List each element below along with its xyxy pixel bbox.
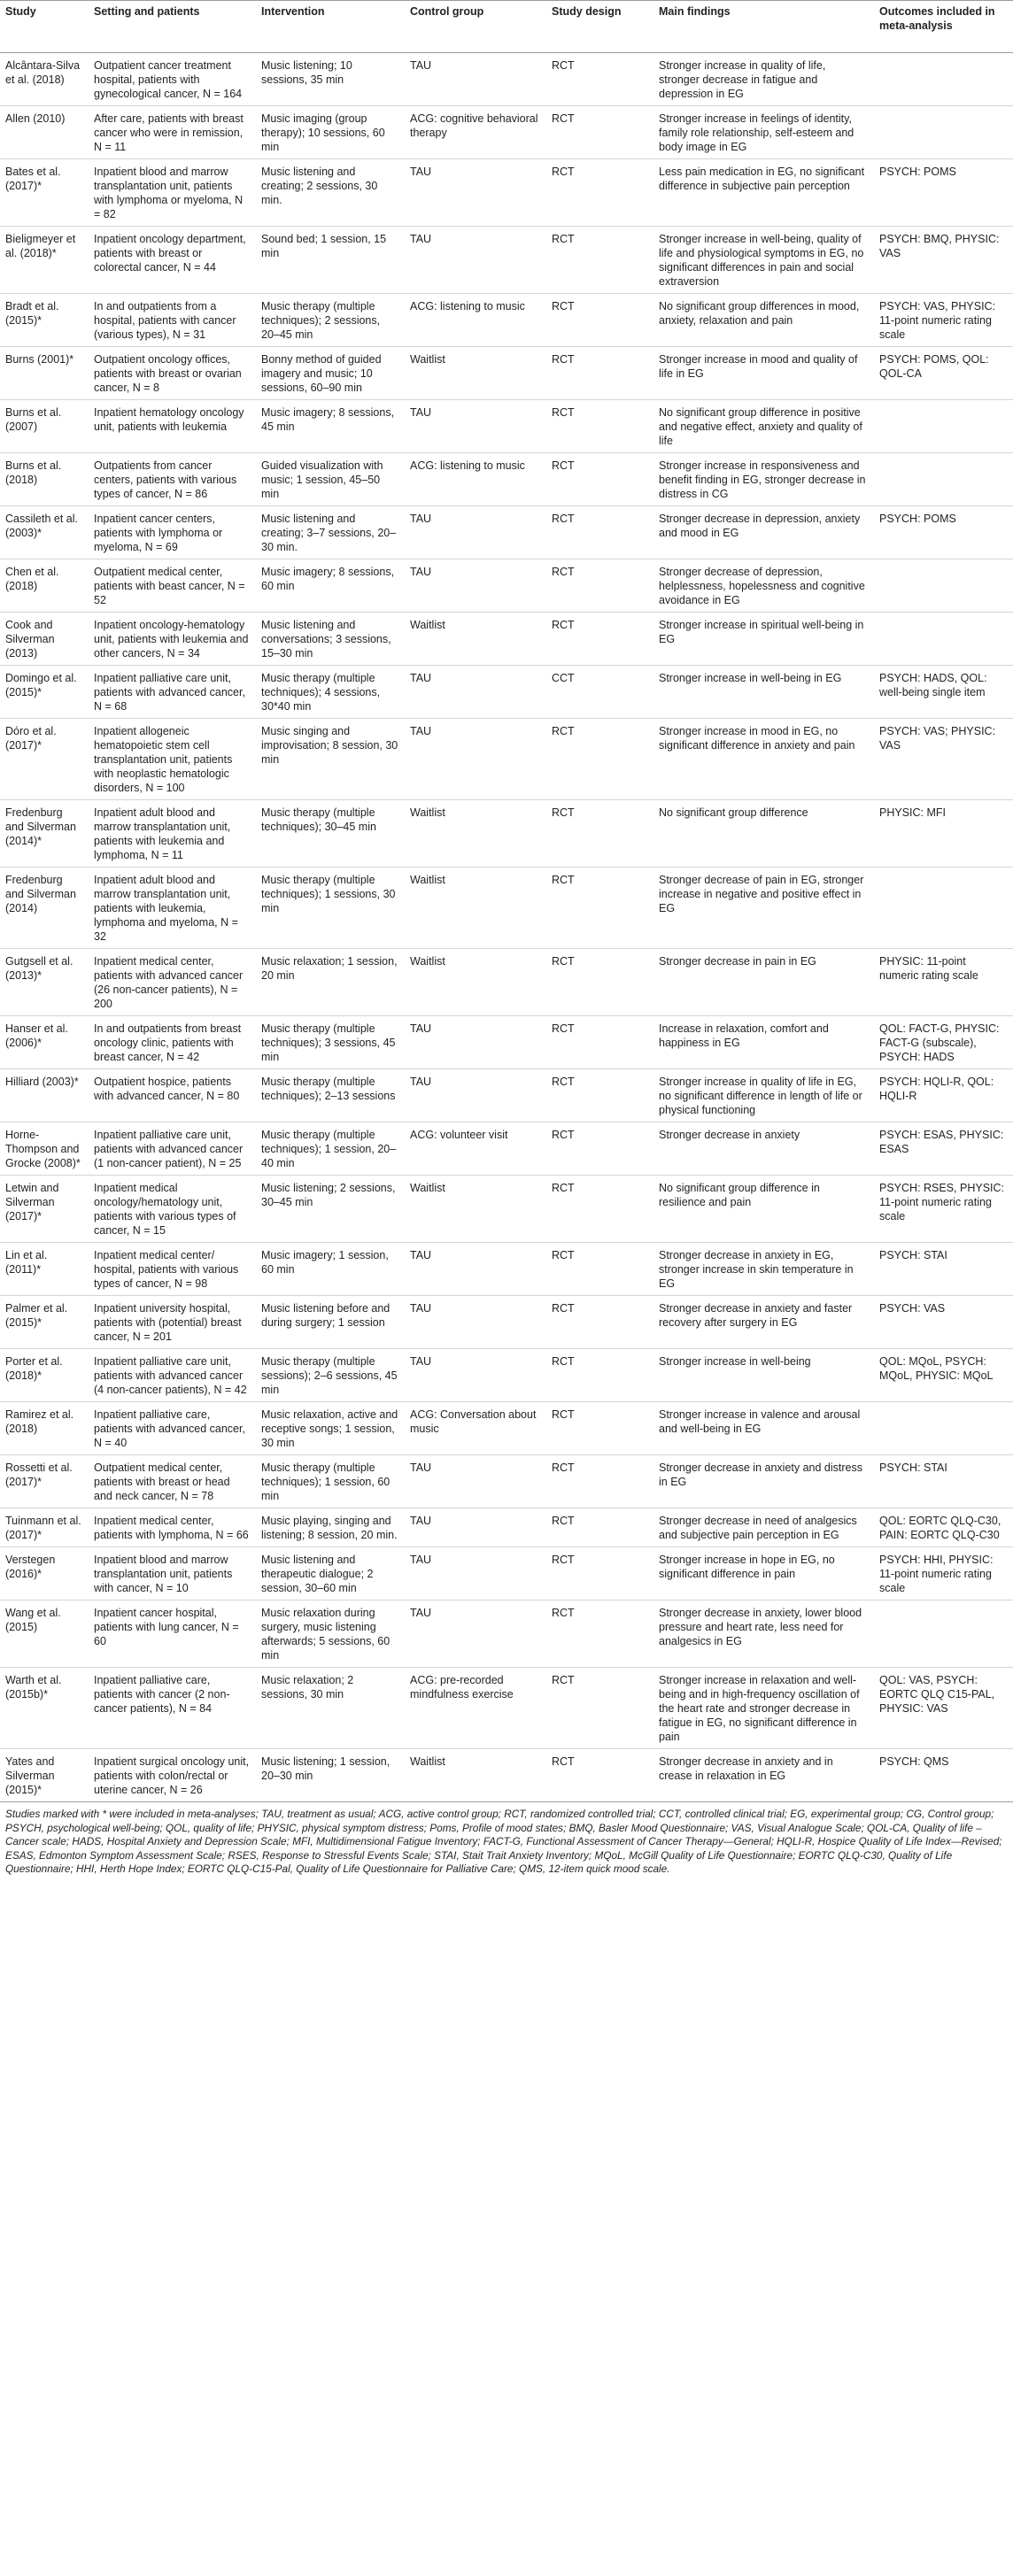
control-cell: TAU [405,400,546,453]
study-cell: Ramirez et al. (2018) [0,1402,89,1455]
setting-cell: Inpatient oncology department, patients with breast or colorectal cancer, N = 44 [89,227,256,294]
findings-cell: No significant group difference [653,800,874,868]
intervention-cell: Music listening and conversations; 3 sessions, 15–30 min [256,613,405,666]
control-cell: Waitlist [405,949,546,1016]
control-cell: TAU [405,719,546,800]
table-body [0,53,1013,1802]
control-cell: Waitlist [405,1176,546,1243]
col-header-setting: Setting and patients [89,1,256,53]
outcomes-cell: QOL: FACT-G, PHYSIC: FACT-G (subscale), PSYCH: HADS [874,1016,1013,1069]
intervention-cell: Music listening before and during surgery; 1 session [256,1296,405,1349]
setting-cell: Inpatient palliative care unit, patients with advanced cancer (4 non-cancer patients), N = 42 [89,1349,256,1402]
control-cell: TAU [405,1296,546,1349]
intervention-cell: Music therapy (multiple techniques); 1 sessions, 30 min [256,868,405,949]
intervention-cell: Music listening; 1 session, 20–30 min [256,1749,405,1802]
study-cell: Cook and Silverman (2013) [0,613,89,666]
table-row [0,227,1013,294]
findings-cell: Stronger increase in quality of life in EG, no significant difference in length of life or physical functioning [653,1069,874,1122]
control-cell: Waitlist [405,800,546,868]
control-cell: ACG: listening to music [405,453,546,506]
control-cell: TAU [405,1600,546,1668]
control-cell: TAU [405,1069,546,1122]
setting-cell: Inpatient cancer hospital, patients with lung cancer, N = 60 [89,1600,256,1668]
design-cell: CCT [546,666,653,719]
control-cell: TAU [405,1455,546,1508]
intervention-cell: Music imagery; 8 sessions, 45 min [256,400,405,453]
setting-cell: After care, patients with breast cancer who were in remission, N = 11 [89,106,256,159]
design-cell: RCT [546,294,653,347]
control-cell: TAU [405,666,546,719]
outcomes-cell [874,1402,1013,1455]
findings-cell: Stronger increase in spiritual well-being in EG [653,613,874,666]
setting-cell: Inpatient adult blood and marrow transplantation unit, patients with leukemia, lymphoma and myeloma, N = 32 [89,868,256,949]
findings-cell: Stronger increase in well-being, quality of life and physiological symptoms in EG, no significant differences in pain and social extraversion [653,227,874,294]
intervention-cell: Music therapy (multiple techniques); 3 sessions, 45 min [256,1016,405,1069]
design-cell: RCT [546,347,653,400]
control-cell: TAU [405,1547,546,1600]
findings-cell: Stronger increase in mood in EG, no significant difference in anxiety and pain [653,719,874,800]
design-cell: RCT [546,868,653,949]
study-cell: Tuinmann et al. (2017)* [0,1508,89,1547]
design-cell: RCT [546,1122,653,1176]
col-header-design: Study design [546,1,653,53]
setting-cell: Inpatient medical oncology/hematology unit, patients with various types of cancer, N = 15 [89,1176,256,1243]
design-cell: RCT [546,453,653,506]
setting-cell: Inpatient cancer centers, patients with lymphoma or myeloma, N = 69 [89,506,256,559]
study-cell: Warth et al. (2015b)* [0,1668,89,1749]
study-cell: Rossetti et al. (2017)* [0,1455,89,1508]
intervention-cell: Music listening and creating; 3–7 sessions, 20–30 min. [256,506,405,559]
design-cell: RCT [546,1069,653,1122]
setting-cell: Inpatient oncology-hematology unit, patients with leukemia and other cancers, N = 34 [89,613,256,666]
study-cell: Verstegen (2016)* [0,1547,89,1600]
intervention-cell: Music therapy (multiple techniques); 1 session, 60 min [256,1455,405,1508]
outcomes-cell [874,453,1013,506]
control-cell: ACG: Conversation about music [405,1402,546,1455]
control-cell: Waitlist [405,347,546,400]
table-row [0,159,1013,227]
col-header-outcomes: Outcomes included in meta-analysis [874,1,1013,53]
findings-cell: Stronger increase in well-being in EG [653,666,874,719]
intervention-cell: Guided visualization with music; 1 session, 45–50 min [256,453,405,506]
design-cell: RCT [546,1349,653,1402]
design-cell: RCT [546,1749,653,1802]
findings-cell: Stronger decrease in depression, anxiety and mood in EG [653,506,874,559]
table-row [0,1600,1013,1668]
setting-cell: Inpatient blood and marrow transplantation unit, patients with cancer, N = 10 [89,1547,256,1600]
study-cell: Burns et al. (2007) [0,400,89,453]
design-cell: RCT [546,53,653,106]
outcomes-cell [874,53,1013,106]
outcomes-cell: PSYCH: VAS, PHYSIC: 11-point numeric rating scale [874,294,1013,347]
setting-cell: Inpatient medical center, patients with advanced cancer (26 non-cancer patients), N = 200 [89,949,256,1016]
table-row [0,1296,1013,1349]
control-cell: TAU [405,53,546,106]
setting-cell: Inpatient blood and marrow transplantation unit, patients with lymphoma or myeloma, N = 82 [89,159,256,227]
setting-cell: Inpatient palliative care unit, patients with advanced cancer, N = 68 [89,666,256,719]
table-row [0,1668,1013,1749]
outcomes-cell: PSYCH: RSES, PHYSIC: 11-point numeric rating scale [874,1176,1013,1243]
findings-cell: Stronger increase in responsiveness and benefit finding in EG, stronger decrease in distress in CG [653,453,874,506]
findings-cell: Stronger increase in well-being [653,1349,874,1402]
table-row [0,1455,1013,1508]
intervention-cell: Music listening and therapeutic dialogue; 2 session, 30–60 min [256,1547,405,1600]
table-row [0,294,1013,347]
design-cell: RCT [546,227,653,294]
intervention-cell: Music imagery; 1 session, 60 min [256,1243,405,1296]
setting-cell: Inpatient hematology oncology unit, patients with leukemia [89,400,256,453]
setting-cell: Outpatient medical center, patients with beast cancer, N = 52 [89,559,256,613]
design-cell: RCT [546,800,653,868]
table-row [0,1176,1013,1243]
table-row [0,559,1013,613]
table-row [0,613,1013,666]
design-cell: RCT [546,559,653,613]
study-cell: Gutgsell et al. (2013)* [0,949,89,1016]
findings-cell: Stronger decrease in pain in EG [653,949,874,1016]
table-row [0,1016,1013,1069]
outcomes-cell: PSYCH: HQLI-R, QOL: HQLI-R [874,1069,1013,1122]
design-cell: RCT [546,1508,653,1547]
study-cell: Letwin and Silverman (2017)* [0,1176,89,1243]
setting-cell: Inpatient university hospital, patients with (potential) breast cancer, N = 201 [89,1296,256,1349]
findings-cell: Stronger decrease in need of analgesics and subjective pain perception in EG [653,1508,874,1547]
intervention-cell: Bonny method of guided imagery and music; 10 sessions, 60–90 min [256,347,405,400]
findings-cell: Stronger decrease in anxiety, lower blood pressure and heart rate, less need for analgesics in EG [653,1600,874,1668]
control-cell: Waitlist [405,868,546,949]
table-row [0,868,1013,949]
outcomes-cell [874,400,1013,453]
findings-cell: Stronger increase in feelings of identity, family role relationship, self-esteem and body image in EG [653,106,874,159]
col-header-findings: Main findings [653,1,874,53]
findings-cell: Stronger increase in hope in EG, no significant difference in pain [653,1547,874,1600]
setting-cell: In and outpatients from breast oncology clinic, patients with breast cancer, N = 42 [89,1016,256,1069]
table-row [0,400,1013,453]
outcomes-cell [874,1600,1013,1668]
intervention-cell: Sound bed; 1 session, 15 min [256,227,405,294]
design-cell: RCT [546,613,653,666]
setting-cell: Inpatient surgical oncology unit, patients with colon/rectal or uterine cancer, N = 26 [89,1749,256,1802]
study-cell: Bradt et al. (2015)* [0,294,89,347]
design-cell: RCT [546,506,653,559]
findings-cell: Increase in relaxation, comfort and happiness in EG [653,1016,874,1069]
table-row [0,1547,1013,1600]
table-row [0,1749,1013,1802]
control-cell: Waitlist [405,613,546,666]
intervention-cell: Music singing and improvisation; 8 session, 30 min [256,719,405,800]
findings-cell: Stronger decrease in anxiety [653,1122,874,1176]
findings-cell: No significant group differences in mood, anxiety, relaxation and pain [653,294,874,347]
study-cell: Lin et al. (2011)* [0,1243,89,1296]
table-row [0,453,1013,506]
findings-cell: Stronger decrease of depression, helplessness, hopelessness and cognitive avoidance in EG [653,559,874,613]
study-cell: Domingo et al. (2015)* [0,666,89,719]
design-cell: RCT [546,1547,653,1600]
table-row [0,800,1013,868]
study-cell: Yates and Silverman (2015)* [0,1749,89,1802]
findings-cell: Stronger decrease in anxiety and in crease in relaxation in EG [653,1749,874,1802]
findings-cell: Stronger increase in mood and quality of life in EG [653,347,874,400]
setting-cell: Inpatient medical center, patients with lymphoma, N = 66 [89,1508,256,1547]
study-cell: Cassileth et al. (2003)* [0,506,89,559]
outcomes-cell: PSYCH: STAI [874,1243,1013,1296]
findings-cell: Stronger decrease of pain in EG, stronger increase in negative and positive effect in EG [653,868,874,949]
setting-cell: Outpatient medical center, patients with breast or head and neck cancer, N = 78 [89,1455,256,1508]
table-row [0,347,1013,400]
outcomes-cell [874,559,1013,613]
intervention-cell: Music listening and creating; 2 sessions, 30 min. [256,159,405,227]
control-cell: TAU [405,1349,546,1402]
intervention-cell: Music therapy (multiple sessions); 2–6 sessions, 45 min [256,1349,405,1402]
intervention-cell: Music therapy (multiple techniques); 30–45 min [256,800,405,868]
intervention-cell: Music therapy (multiple techniques); 2 sessions, 20–45 min [256,294,405,347]
table-row [0,1402,1013,1455]
table-row [0,1069,1013,1122]
table-row [0,1243,1013,1296]
control-cell: TAU [405,1016,546,1069]
setting-cell: Inpatient adult blood and marrow transplantation unit, patients with leukemia and lymphoma, N = 11 [89,800,256,868]
outcomes-cell: PSYCH: QMS [874,1749,1013,1802]
design-cell: RCT [546,106,653,159]
setting-cell: Inpatient medical center/ hospital, patients with various types of cancer, N = 98 [89,1243,256,1296]
intervention-cell: Music listening; 10 sessions, 35 min [256,53,405,106]
control-cell: ACG: cognitive behavioral therapy [405,106,546,159]
findings-cell: Less pain medication in EG, no significant difference in subjective pain perception [653,159,874,227]
outcomes-cell: QOL: EORTC QLQ-C30, PAIN: EORTC QLQ-C30 [874,1508,1013,1547]
design-cell: RCT [546,949,653,1016]
study-cell: Bates et al. (2017)* [0,159,89,227]
col-header-intervention: Intervention [256,1,405,53]
study-cell: Fredenburg and Silverman (2014) [0,868,89,949]
study-cell: Allen (2010) [0,106,89,159]
intervention-cell: Music therapy (multiple techniques); 1 session, 20–40 min [256,1122,405,1176]
design-cell: RCT [546,1455,653,1508]
table-row [0,1508,1013,1547]
intervention-cell: Music imaging (group therapy); 10 sessions, 60 min [256,106,405,159]
outcomes-cell: PSYCH: POMS [874,159,1013,227]
setting-cell: Outpatient cancer treatment hospital, patients with gynecological cancer, N = 164 [89,53,256,106]
outcomes-cell [874,106,1013,159]
design-cell: RCT [546,1402,653,1455]
design-cell: RCT [546,1176,653,1243]
study-cell: Bieligmeyer et al. (2018)* [0,227,89,294]
findings-cell: Stronger decrease in anxiety and distress in EG [653,1455,874,1508]
outcomes-cell: PSYCH: POMS, QOL: QOL-CA [874,347,1013,400]
intervention-cell: Music therapy (multiple techniques); 2–13 sessions [256,1069,405,1122]
control-cell: TAU [405,1508,546,1547]
control-cell: TAU [405,559,546,613]
control-cell: TAU [405,159,546,227]
intervention-cell: Music relaxation; 1 session, 20 min [256,949,405,1016]
design-cell: RCT [546,1016,653,1069]
table-row [0,949,1013,1016]
findings-cell: No significant group difference in resilience and pain [653,1176,874,1243]
findings-cell: Stronger increase in relaxation and well-being and in high-frequency oscillation of the heart rate and stronger decrease in fatigue in EG, no significant difference in pain [653,1668,874,1749]
design-cell: RCT [546,1296,653,1349]
study-cell: Porter et al. (2018)* [0,1349,89,1402]
study-cell: Hanser et al. (2006)* [0,1016,89,1069]
table-row [0,1122,1013,1176]
col-header-control: Control group [405,1,546,53]
control-cell: ACG: listening to music [405,294,546,347]
intervention-cell: Music listening; 2 sessions, 30–45 min [256,1176,405,1243]
findings-cell: Stronger increase in valence and arousal and well-being in EG [653,1402,874,1455]
design-cell: RCT [546,1668,653,1749]
study-cell: Fredenburg and Silverman (2014)* [0,800,89,868]
outcomes-cell: PSYCH: VAS; PHYSIC: VAS [874,719,1013,800]
table-row [0,53,1013,106]
table-footnote: Studies marked with * were included in meta-analyses; TAU, treatment as usual; ACG, active control group; RCT, randomized controlled trial; CCT, controlled clinical trial; EG, experimental group; CG, Control group; PSYCH, psychological well-being; QOL, quality of life; PHYSIC, physical symptom distress; Poms, Profile of mood states; BMQ, Basler Mood Questionnaire; VAS, Visual Analogue Scale; QOL-CA, Quality of life – Cancer scale; HADS, Hospital Anxiety and Depression Scale; MFI, Multidimensional Fatigue Inventory; FACT-G, Functional Assessment of Cancer Therapy—General; HQLI-R, Hospice Quality of Life Index—Revised; ESAS, Edmonton Symptom Assessment Scale; RSES, Response to Stressful Events Scale; STAI, Stait Trait Anxiety Inventory; MQoL, McGill Quality of Life Questionnaire; EORTC QLQ-C30, Quality of Life Questionnaire; HHI, Herth Hope Index; EORTC QLQ-C15-Pal, Quality of Life Questionnaire for Palliative Care; QMS, 12-item quick mood scale. [5,1808,1002,1875]
outcomes-cell: PHYSIC: MFI [874,800,1013,868]
control-cell: Waitlist [405,1749,546,1802]
control-cell: TAU [405,227,546,294]
table-row [0,1349,1013,1402]
outcomes-cell: PSYCH: BMQ, PHYSIC: VAS [874,227,1013,294]
intervention-cell: Music relaxation; 2 sessions, 30 min [256,1668,405,1749]
intervention-cell: Music relaxation during surgery, music listening afterwards; 5 sessions, 60 min [256,1600,405,1668]
setting-cell: Inpatient palliative care, patients with cancer (2 non-cancer patients), N = 84 [89,1668,256,1749]
setting-cell: Outpatients from cancer centers, patients with various types of cancer, N = 86 [89,453,256,506]
table-row [0,106,1013,159]
setting-cell: In and outpatients from a hospital, patients with cancer (various types), N = 31 [89,294,256,347]
setting-cell: Inpatient palliative care unit, patients with advanced cancer (1 non-cancer patient), N = 25 [89,1122,256,1176]
outcomes-cell: PHYSIC: 11-point numeric rating scale [874,949,1013,1016]
table-row [0,719,1013,800]
study-cell: Horne-Thompson and Grocke (2008)* [0,1122,89,1176]
study-cell: Dóro et al. (2017)* [0,719,89,800]
control-cell: TAU [405,1243,546,1296]
setting-cell: Inpatient allogeneic hematopoietic stem cell transplantation unit, patients with neoplastic hematologic disorders, N = 100 [89,719,256,800]
outcomes-cell: QOL: VAS, PSYCH: EORTC QLQ C15-PAL, PHYSIC: VAS [874,1668,1013,1749]
intervention-cell: Music relaxation, active and receptive songs; 1 session, 30 min [256,1402,405,1455]
study-cell: Palmer et al. (2015)* [0,1296,89,1349]
col-header-study: Study [0,1,89,53]
intervention-cell: Music playing, singing and listening; 8 session, 20 min. [256,1508,405,1547]
findings-cell: Stronger decrease in anxiety in EG, stronger increase in skin temperature in EG [653,1243,874,1296]
header-row [0,1,1013,53]
study-cell: Alcântara-Silva et al. (2018) [0,53,89,106]
setting-cell: Inpatient palliative care, patients with advanced cancer, N = 40 [89,1402,256,1455]
study-cell: Hilliard (2003)* [0,1069,89,1122]
setting-cell: Outpatient hospice, patients with advanced cancer, N = 80 [89,1069,256,1122]
control-cell: ACG: pre-recorded mindfulness exercise [405,1668,546,1749]
outcomes-cell: PSYCH: POMS [874,506,1013,559]
outcomes-cell: PSYCH: HHI, PHYSIC: 11-point numeric rating scale [874,1547,1013,1600]
outcomes-cell: PSYCH: STAI [874,1455,1013,1508]
outcomes-cell: PSYCH: ESAS, PHYSIC: ESAS [874,1122,1013,1176]
design-cell: RCT [546,400,653,453]
design-cell: RCT [546,159,653,227]
table-row [0,666,1013,719]
study-cell: Burns et al. (2018) [0,453,89,506]
control-cell: TAU [405,506,546,559]
intervention-cell: Music therapy (multiple techniques); 4 sessions, 30*40 min [256,666,405,719]
findings-cell: Stronger decrease in anxiety and faster recovery after surgery in EG [653,1296,874,1349]
outcomes-cell: PSYCH: HADS, QOL: well-being single item [874,666,1013,719]
study-cell: Wang et al. (2015) [0,1600,89,1668]
design-cell: RCT [546,1600,653,1668]
outcomes-cell: QOL: MQoL, PSYCH: MQoL, PHYSIC: MQoL [874,1349,1013,1402]
table-row [0,506,1013,559]
study-cell: Burns (2001)* [0,347,89,400]
study-cell: Chen et al. (2018) [0,559,89,613]
intervention-cell: Music imagery; 8 sessions, 60 min [256,559,405,613]
findings-cell: No significant group difference in positive and negative effect, anxiety and quality of life [653,400,874,453]
findings-cell: Stronger increase in quality of life, stronger decrease in fatigue and depression in EG [653,53,874,106]
outcomes-cell: PSYCH: VAS [874,1296,1013,1349]
outcomes-cell [874,613,1013,666]
design-cell: RCT [546,1243,653,1296]
outcomes-cell [874,868,1013,949]
design-cell: RCT [546,719,653,800]
control-cell: ACG: volunteer visit [405,1122,546,1176]
setting-cell: Outpatient oncology offices, patients with breast or ovarian cancer, N = 8 [89,347,256,400]
